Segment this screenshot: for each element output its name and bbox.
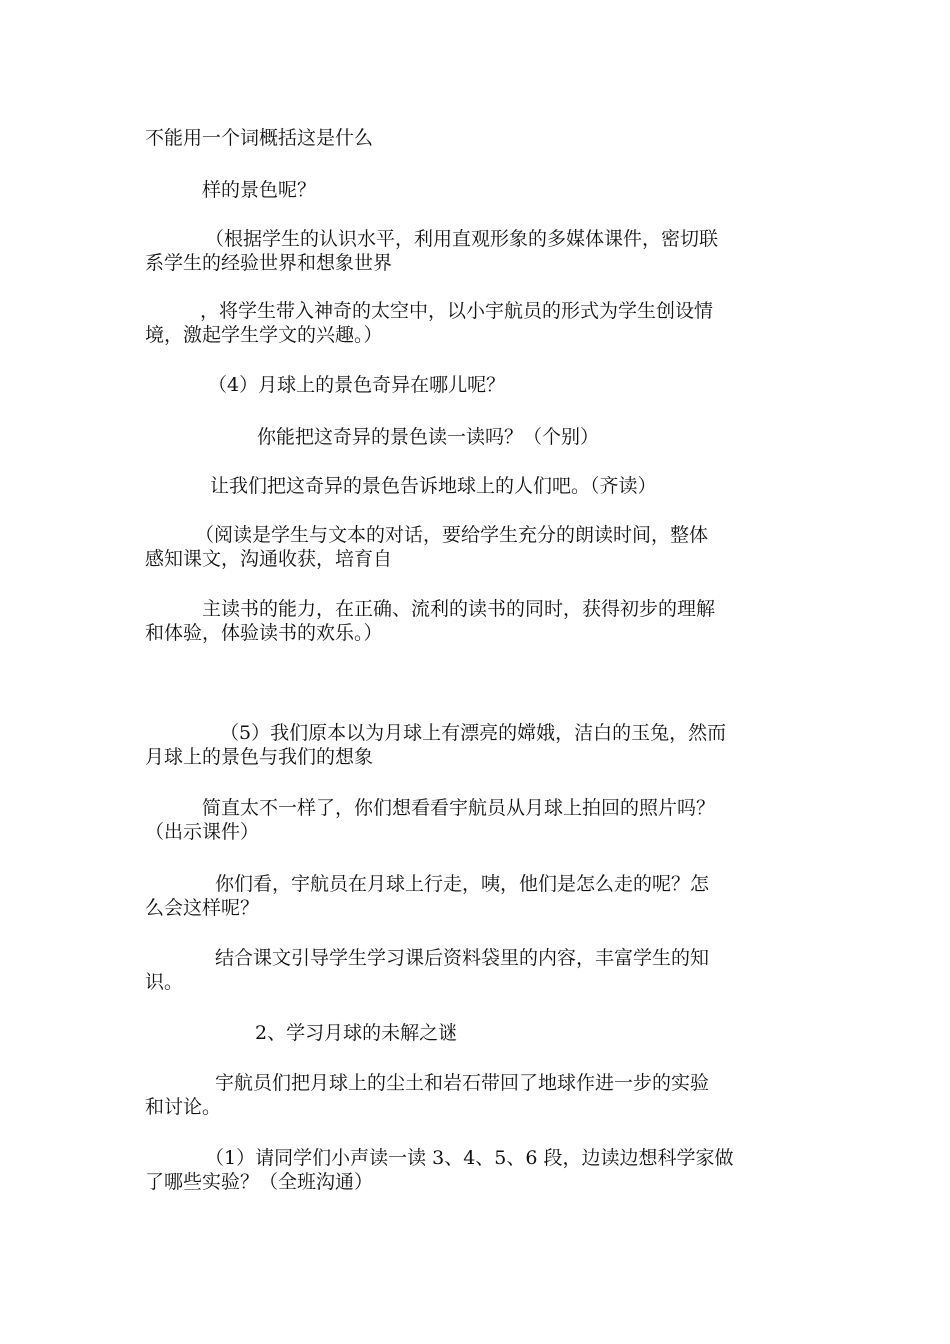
text-line: （根据学生的认识水平，利用直观形象的多媒体课件，密切联 [205,228,719,250]
text-line: 宇航员们把月球上的尘土和岩石带回了地球作进一步的实验 [215,1072,710,1094]
text-line: ，将学生带入神奇的太空中，以小宇航员的形式为学生创设情 [200,300,714,322]
paragraph-7 [145,474,810,498]
text-line: 境，激起学生学文的兴趣。） [145,324,383,346]
paragraph-12 [145,872,810,920]
paragraph-9 [145,597,810,645]
paragraph-11 [145,796,810,844]
text-line: 识。 [145,971,184,993]
text-line: 系学生的经验世界和想象世界 [145,252,393,274]
paragraph-10 [145,721,810,769]
paragraph-3 [145,227,810,275]
text-line: 结合课文引导学生学习课后资料袋里的内容，丰富学生的知 [215,947,710,969]
text-line: 让我们把这奇异的景色告诉地球上的人们吧。（齐读） [210,475,657,497]
paragraph-8 [145,523,810,571]
text-line: 你们看，宇航员在月球上行走，咦，他们是怎么走的呢？怎 [215,873,710,895]
text-line: （4）月球上的景色奇异在哪儿呢？ [208,374,506,396]
text-line: （阅读是学生与文本的对话，要给学生充分的朗读时间，整体 [195,524,709,546]
paragraph-13 [145,946,810,994]
text-line: 和体验，体验读书的欢乐。） [145,622,383,644]
paragraph-5 [145,373,810,397]
text-line: 你能把这奇异的景色读一读吗？（个别） [257,426,600,448]
text-line: （出示课件） [145,821,260,843]
text-line: （1）请同学们小声读一读 3、4、5、6 段，边读边想科学家做 [205,1147,734,1169]
paragraph-16 [145,1146,810,1194]
text-line: （5）我们原本以为月球上有漂亮的嫦娥，洁白的玉兔，然而 [220,722,727,744]
text-line: 简直太不一样了，你们想看看宇航员从月球上拍回的照片吗？ [202,797,716,819]
text-line: 感知课文，沟通收获，培育自 [145,548,393,570]
text-line: 2、学习月球的未解之谜 [255,1022,458,1044]
paragraph-1 [145,126,810,150]
text-line: 主读书的能力，在正确、流利的读书的同时，获得初步的理解 [202,598,716,620]
text-line: 么会这样呢？ [145,897,260,919]
text-line: 了哪些实验？（全班沟通） [145,1171,374,1193]
paragraph-15 [145,1071,810,1119]
paragraph-2 [145,178,810,202]
section-heading [145,1021,810,1045]
text-line: 月球上的景色与我们的想象 [145,746,374,768]
paragraph-6 [145,425,810,449]
paragraph-4 [145,299,810,347]
text-line: 不能用一个词概括这是什么 [145,127,374,149]
text-line: 样的景色呢？ [202,179,317,201]
text-line: 和讨论。 [145,1096,222,1118]
